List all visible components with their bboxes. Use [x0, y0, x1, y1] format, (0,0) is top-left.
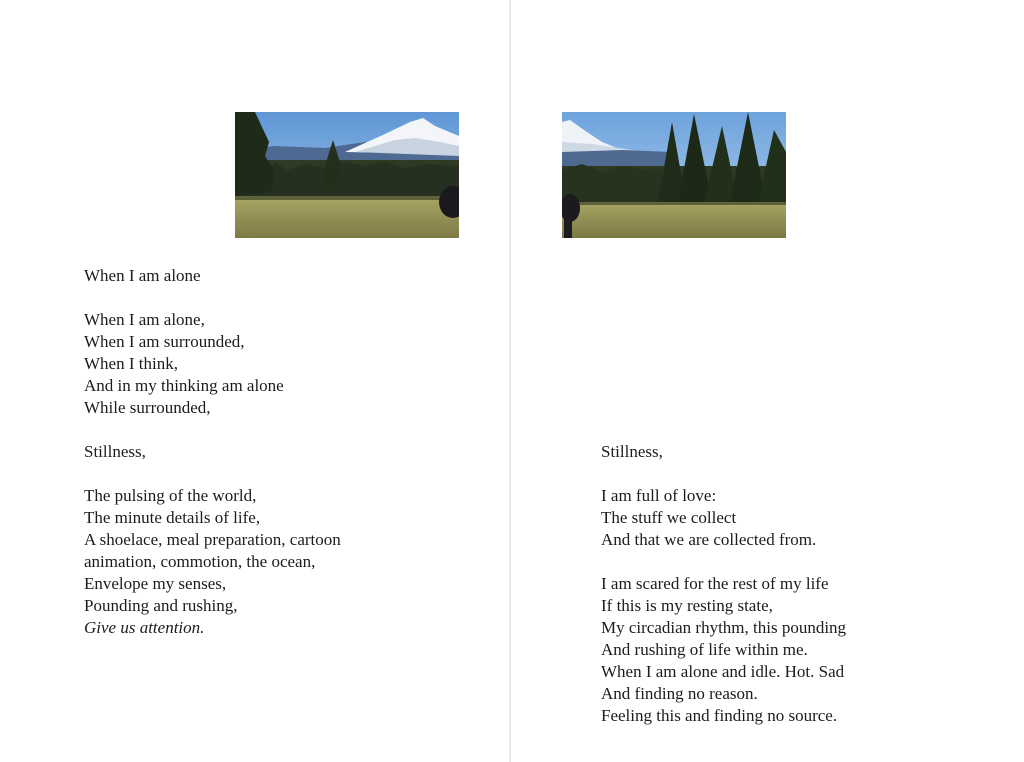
- poem-line: The stuff we collect: [601, 508, 737, 527]
- poem-line: Feeling this and finding no source.: [601, 706, 838, 725]
- poem-line: The pulsing of the world,: [84, 486, 257, 505]
- poem-line: When I am alone,: [84, 310, 205, 329]
- poem-line: I am full of love:: [601, 486, 717, 505]
- poem-line: animation, commotion, the ocean,: [84, 552, 316, 571]
- poem-line: When I am alone and idle. Hot. Sad: [601, 662, 845, 681]
- poem-line: Envelope my senses,: [84, 574, 227, 593]
- poem-line: Pounding and rushing,: [84, 596, 238, 615]
- right-page: [511, 0, 1024, 762]
- poem-left: [84, 265, 484, 639]
- poem-title: When I am alone: [84, 266, 201, 285]
- poem-line: When I think,: [84, 354, 178, 373]
- mountain-meadow-photo-right: [562, 112, 786, 238]
- poem-line: When I am surrounded,: [84, 332, 245, 351]
- poem-line: The minute details of life,: [84, 508, 261, 527]
- poem-right: [601, 441, 1001, 727]
- poem-line: I am scared for the rest of my life: [601, 574, 829, 593]
- poem-line: And that we are collected from.: [601, 530, 817, 549]
- poem-line: Stillness,: [601, 442, 663, 461]
- poem-line: Stillness,: [84, 442, 146, 461]
- poem-line: And in my thinking am alone: [84, 376, 284, 395]
- poem-line: And rushing of life within me.: [601, 640, 808, 659]
- left-page: [0, 0, 509, 762]
- poem-line: A shoelace, meal preparation, cartoon: [84, 530, 341, 549]
- mountain-meadow-photo-left: [235, 112, 459, 238]
- poem-line-italic: Give us attention.: [84, 618, 205, 637]
- poem-line: And finding no reason.: [601, 684, 758, 703]
- poem-line: If this is my resting state,: [601, 596, 773, 615]
- poem-line: While surrounded,: [84, 398, 211, 417]
- poem-line: My circadian rhythm, this pounding: [601, 618, 847, 637]
